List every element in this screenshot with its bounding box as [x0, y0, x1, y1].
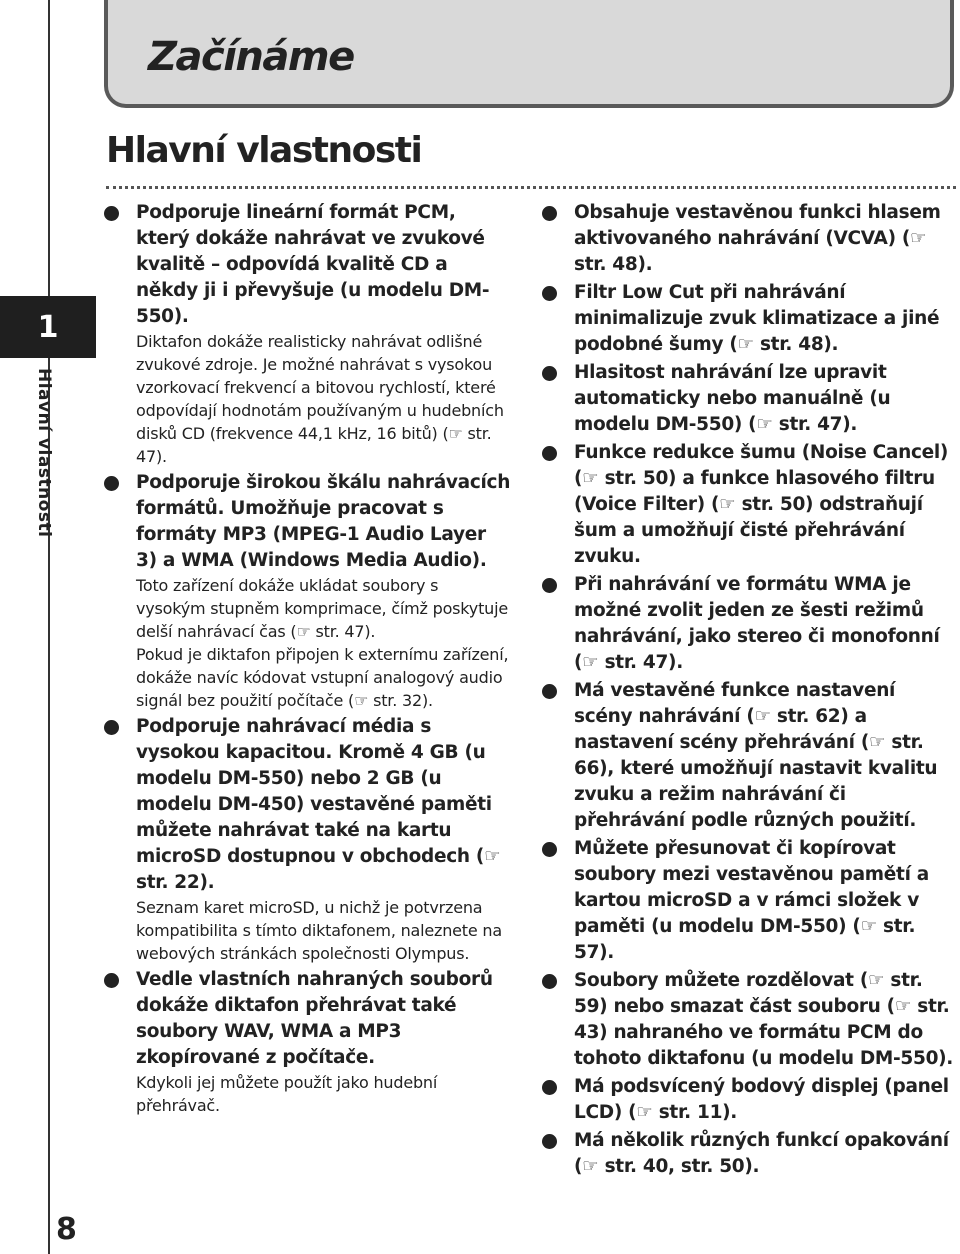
feature-item [542, 200, 956, 278]
feature-heading: Podporuje nahrávací média s vysokou kapacitou. Kromě 4 GB (u modelu DM-550) nebo 2 GB (u modelu DM-450) vestavěné paměti můžete nahrávat také na kartu microSD dostupnou v obchodech (☞ str. 22). [136, 716, 501, 893]
feature-item [542, 572, 956, 676]
feature-heading: Má podsvícený bodový displej (panel LCD) (☞ str. 11). [574, 1076, 949, 1123]
section-title: Hlavní vlastnosti [106, 130, 422, 171]
bullet-icon [542, 842, 557, 857]
feature-item [542, 678, 956, 834]
bullet-icon [542, 1134, 557, 1149]
feature-item [542, 968, 956, 1072]
bullet-icon [104, 206, 119, 221]
feature-description: Pokud je diktafon připojen k externímu zařízení, dokáže navíc kódovat vstupní analogový audio signál bez použití počítače (☞ str. 32). [136, 645, 509, 710]
bullet-icon [542, 206, 557, 221]
feature-item [542, 360, 956, 438]
bullet-icon [542, 684, 557, 699]
bullet-icon [542, 446, 557, 461]
feature-item [542, 440, 956, 570]
feature-description: Seznam karet microSD, u nichž je potvrzena kompatibilita s tímto diktafonem, naleznete na webových stránkách společnosti Olympus. [136, 898, 502, 963]
feature-item [542, 836, 956, 966]
feature-item [104, 714, 512, 965]
bullet-icon [542, 974, 557, 989]
left-column [104, 200, 512, 1119]
chapter-tab [0, 296, 96, 358]
feature-heading: Vedle vlastních nahraných souborů dokáže diktafon přehrávat také soubory WAV, WMA a MP3 zkopírované z počítače. [136, 969, 493, 1068]
section-divider [106, 186, 956, 189]
feature-description: Diktafon dokáže realisticky nahrávat odlišné zvukové zdroje. Je možné nahrávat s vysokou vzorkovací frekvencí a bitovou rychlostí, které odpovídají hodnotám používaným u hudebních disků CD (frekvence 44,1 kHz, 16 bitů) (☞ str. 47). [136, 332, 504, 466]
feature-item [104, 470, 512, 712]
bullet-icon [542, 286, 557, 301]
bullet-icon [542, 578, 557, 593]
feature-description: Kdykoli jej můžete použít jako hudební přehrávač. [136, 1073, 438, 1115]
bullet-icon [542, 366, 557, 381]
feature-heading: Filtr Low Cut při nahrávání minimalizuje zvuk klimatizace a jiné podobné šumy (☞ str. 48). [574, 282, 940, 355]
feature-item [542, 280, 956, 358]
chapter-title: Začínáme [148, 34, 354, 80]
bullet-icon [104, 476, 119, 491]
bullet-icon [104, 973, 119, 988]
feature-item [104, 967, 512, 1117]
feature-heading: Při nahrávání ve formátu WMA je možné zvolit jeden ze šesti režimů nahrávání, jako stereo či monofonní (☞ str. 47). [574, 574, 940, 673]
feature-heading: Podporuje širokou škálu nahrávacích formátů. Umožňuje pracovat s formáty MP3 (MPEG-1 Audio Layer 3) a WMA (Windows Media Audio). [136, 472, 511, 571]
feature-heading: Soubory můžete rozdělovat (☞ str. 59) nebo smazat část souboru (☞ str. 43) nahraného ve formátu PCM do tohoto diktafonu (u modelu DM-550). [574, 970, 954, 1069]
feature-heading: Podporuje lineární formát PCM, který dokáže nahrávat ve zvukové kvalitě – odpovídá kvalitě CD a někdy ji i převyšuje (u modelu DM-550). [136, 202, 490, 327]
bullet-icon [104, 720, 119, 735]
bullet-icon [542, 1080, 557, 1095]
feature-heading: Můžete přesunovat či kopírovat soubory mezi vestavěnou pamětí a kartou microSD a v rámci složek v paměti (u modelu DM-550) (☞ str. 57). [574, 838, 929, 963]
chapter-number: 1 [37, 309, 59, 345]
feature-item [542, 1074, 956, 1126]
side-rule [48, 0, 50, 1254]
feature-description: Toto zařízení dokáže ukládat soubory s vysokým stupněm komprimace, čímž poskytuje delší nahrávací čas (☞ str. 47). [136, 576, 508, 641]
feature-item [542, 1128, 956, 1180]
feature-heading: Má několik různých funkcí opakování (☞ str. 40, str. 50). [574, 1130, 949, 1177]
page-number: 8 [56, 1212, 77, 1247]
side-section-label: Hlavní vlastnosti [34, 368, 54, 538]
feature-item [104, 200, 512, 468]
feature-heading: Obsahuje vestavěnou funkci hlasem aktivovaného nahrávání (VCVA) (☞ str. 48). [574, 202, 941, 275]
feature-heading: Má vestavěné funkce nastavení scény nahrávání (☞ str. 62) a nastavení scény přehrávání (☞ str. 66), které umožňují nastavit kvalitu zvuku a režim nahrávání či přehrávání podle různých použití. [574, 680, 938, 831]
feature-heading: Funkce redukce šumu (Noise Cancel) (☞ str. 50) a funkce hlasového filtru (Voice Filter) (☞ str. 50) odstraňují šum a umožňují čisté přehrávání zvuku. [574, 442, 949, 567]
chapter-banner [104, 0, 954, 108]
feature-heading: Hlasitost nahrávání lze upravit automaticky nebo manuálně (u modelu DM-550) (☞ str. 47). [574, 362, 891, 435]
right-column [542, 200, 956, 1182]
